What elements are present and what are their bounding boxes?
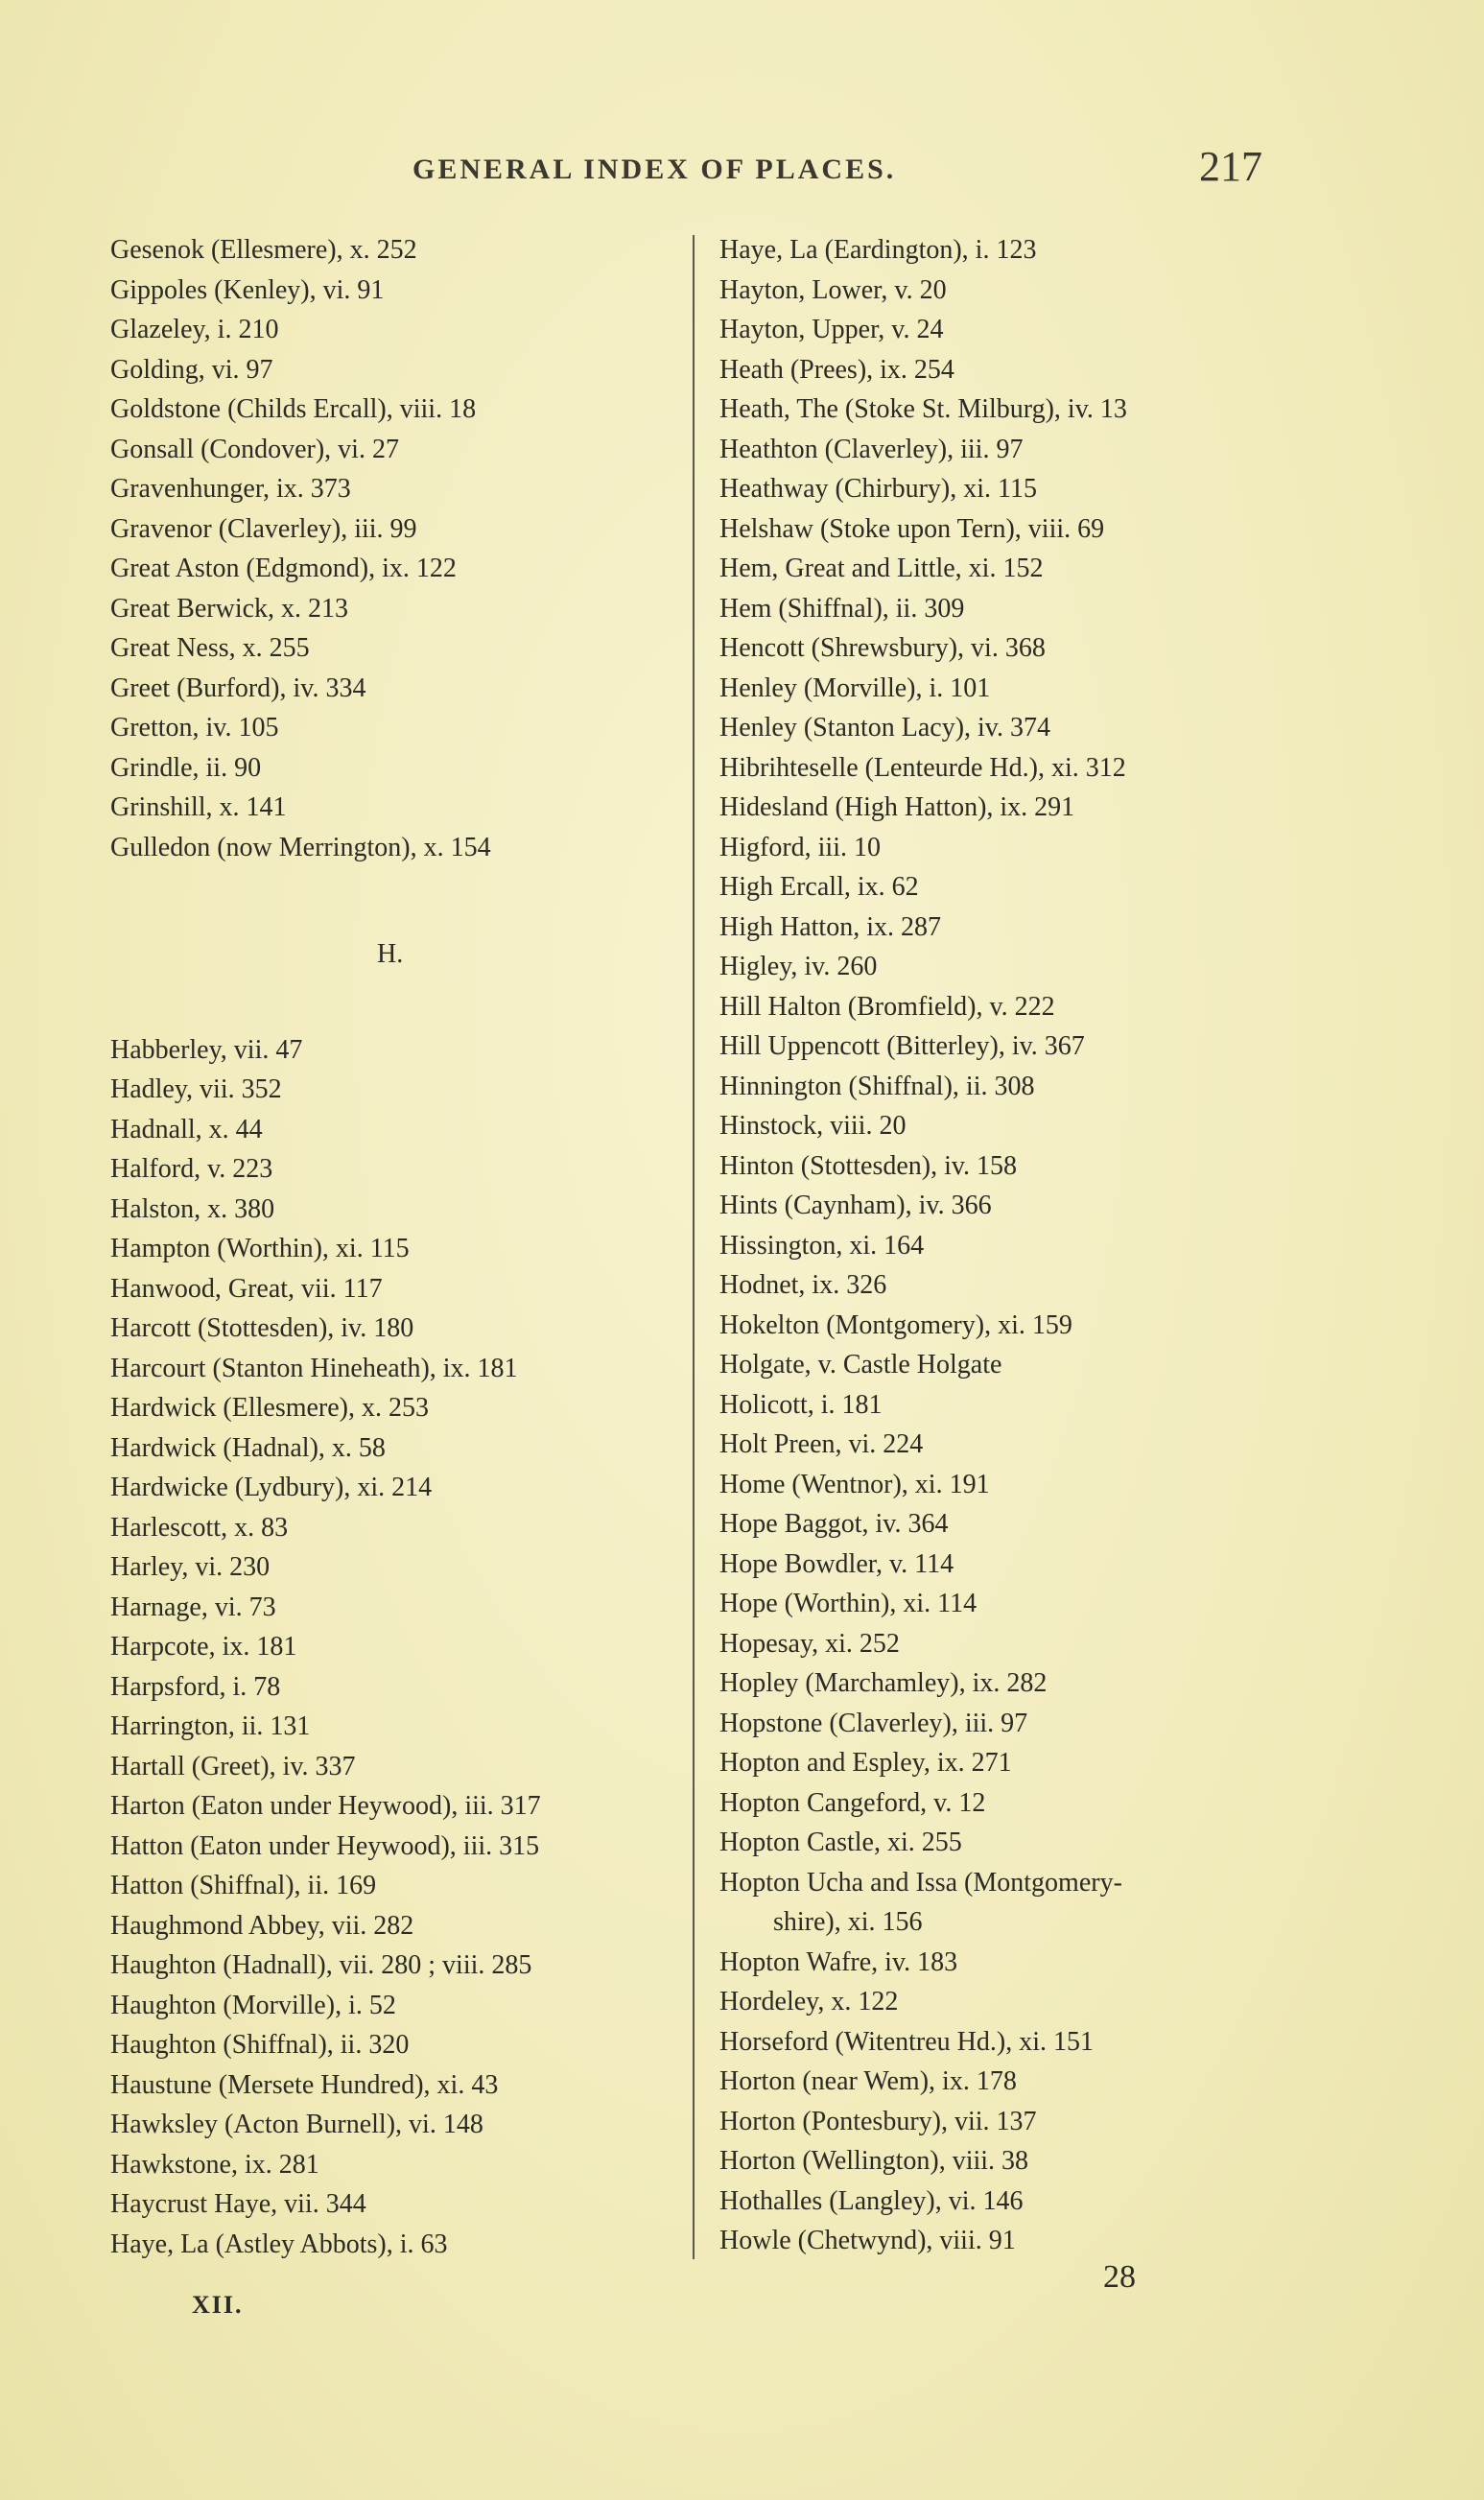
index-entry: Hopstone (Claverley), iii. 97 xyxy=(719,1708,1028,1738)
index-entry: Harnage, vi. 73 xyxy=(110,1592,276,1622)
index-entry: Hopton and Espley, ix. 271 xyxy=(719,1748,1012,1778)
index-entry: Hadnall, x. 44 xyxy=(110,1114,263,1144)
index-entry: Hatton (Shiffnal), ii. 169 xyxy=(110,1871,377,1900)
index-entry: Haughmond Abbey, vii. 282 xyxy=(110,1910,414,1941)
index-entry: Howle (Chetwynd), viii. 91 xyxy=(719,2226,1016,2255)
index-entry: Henley (Stanton Lacy), iv. 374 xyxy=(719,713,1050,743)
index-entry: Harpcote, ix. 181 xyxy=(110,1632,297,1662)
index-entry: Horton (Wellington), viii. 38 xyxy=(719,2146,1029,2176)
left-entries-g xyxy=(110,230,686,867)
sheet-number: 28 xyxy=(1103,2259,1136,2295)
index-entry: Horton (Pontesbury), vii. 137 xyxy=(719,2106,1037,2136)
index-entry: Haycrust Haye, vii. 344 xyxy=(110,2189,366,2219)
index-entry: Halford, v. 223 xyxy=(110,1154,273,1184)
index-entry: Hopesay, xi. 252 xyxy=(719,1628,900,1659)
index-entry: Hardwick (Ellesmere), x. 253 xyxy=(110,1393,429,1423)
index-entry: Gippoles (Kenley), vi. 91 xyxy=(110,274,385,305)
volume-signature: XII. xyxy=(192,2291,244,2319)
index-entry: Horton (near Wem), ix. 178 xyxy=(719,2066,1017,2096)
index-entry: Hopton Wafre, iv. 183 xyxy=(719,1946,958,1977)
index-entry: Hanwood, Great, vii. 117 xyxy=(110,1273,383,1304)
index-entry: Goldstone (Childs Ercall), viii. 18 xyxy=(110,394,477,424)
index-entry: Hawkstone, ix. 281 xyxy=(110,2149,319,2180)
index-entry: Gonsall (Condover), vi. 27 xyxy=(110,434,399,464)
index-entry: Hodnet, ix. 326 xyxy=(719,1270,887,1300)
right-column xyxy=(719,230,1285,2261)
index-entry: Haughton (Shiffnal), ii. 320 xyxy=(110,2030,410,2060)
index-entry: Harton (Eaton under Heywood), iii. 317 xyxy=(110,1791,541,1821)
index-entry: Great Berwick, x. 213 xyxy=(110,593,349,624)
index-entry: Hatton (Eaton under Heywood), iii. 315 xyxy=(110,1830,540,1861)
index-entry: Habberley, vii. 47 xyxy=(110,1034,303,1065)
index-entry: High Ercall, ix. 62 xyxy=(719,872,919,902)
index-entry: Great Ness, x. 255 xyxy=(110,633,310,663)
index-entry: Haustune (Mersete Hundred), xi. 43 xyxy=(110,2069,499,2100)
index-entry: Halston, x. 380 xyxy=(110,1193,275,1224)
index-entry: Hope Bowdler, v. 114 xyxy=(719,1548,954,1579)
index-entry: Hints (Caynham), iv. 366 xyxy=(719,1191,992,1220)
index-entry: Home (Wentnor), xi. 191 xyxy=(719,1469,990,1499)
index-entry: Holgate, v. Castle Holgate xyxy=(719,1350,1002,1380)
index-entry: Hibrihteselle (Lenteurde Hd.), xi. 312 xyxy=(719,752,1126,783)
index-entry: Hill Uppencott (Bitterley), iv. 367 xyxy=(719,1031,1085,1061)
index-entry: Hawksley (Acton Burnell), vi. 148 xyxy=(110,2110,483,2139)
column-divider xyxy=(693,235,695,2259)
index-entry-continuation: shire), xi. 156 xyxy=(773,1907,923,1937)
right-entries-after xyxy=(719,1943,1285,2261)
index-entry: Gravenor (Claverley), iii. 99 xyxy=(110,513,417,544)
index-entry: Hothalles (Langley), vi. 146 xyxy=(719,2185,1024,2216)
index-entry: Hordeley, x. 122 xyxy=(719,1987,899,2017)
index-entry: Haye, La (Astley Abbots), i. 63 xyxy=(110,2229,448,2259)
index-entry: Hayton, Upper, v. 24 xyxy=(719,315,944,344)
index-entry: Hardwick (Hadnal), x. 58 xyxy=(110,1432,386,1463)
index-entry: Harrington, ii. 131 xyxy=(110,1711,311,1741)
index-entry: Heath, The (Stoke St. Milburg), iv. 13 xyxy=(719,394,1127,424)
index-entry: Hem (Shiffnal), ii. 309 xyxy=(719,593,965,624)
index-entry: Harcott (Stottesden), iv. 180 xyxy=(110,1313,414,1343)
index-entry: Haughton (Hadnall), vii. 280 ; viii. 285 xyxy=(110,1950,532,1980)
index-entry: Henley (Morville), i. 101 xyxy=(719,672,991,703)
index-entry: Helshaw (Stoke upon Tern), viii. 69 xyxy=(719,513,1105,544)
index-entry: Hill Halton (Bromfield), v. 222 xyxy=(719,991,1055,1022)
index-entry: Hopley (Marchamley), ix. 282 xyxy=(719,1668,1048,1698)
index-entry: Hinstock, viii. 20 xyxy=(719,1111,907,1141)
index-entry: Gesenok (Ellesmere), x. 252 xyxy=(110,235,417,265)
left-entries-h xyxy=(110,1030,686,2265)
index-entry: Harlescott, x. 83 xyxy=(110,1512,289,1543)
index-entry: Haughton (Morville), i. 52 xyxy=(110,1990,396,2020)
index-entry: Horseford (Witentreu Hd.), xi. 151 xyxy=(719,2026,1094,2057)
running-title: GENERAL INDEX OF PLACES. xyxy=(412,153,897,185)
index-entry: Glazeley, i. 210 xyxy=(110,315,279,344)
index-entry: Hope Baggot, iv. 364 xyxy=(719,1509,949,1539)
index-entry: Gravenhunger, ix. 373 xyxy=(110,474,351,504)
index-entry: Holt Preen, vi. 224 xyxy=(719,1429,924,1459)
index-entry: Heathton (Claverley), iii. 97 xyxy=(719,434,1024,464)
index-entry: Hopton Castle, xi. 255 xyxy=(719,1828,962,1857)
index-entry: Higford, iii. 10 xyxy=(719,832,881,862)
index-entry: Hampton (Worthin), xi. 115 xyxy=(110,1234,410,1263)
index-entry: Hinton (Stottesden), iv. 158 xyxy=(719,1150,1018,1181)
index-entry: Holicott, i. 181 xyxy=(719,1389,883,1420)
index-entry: Hencott (Shrewsbury), vi. 368 xyxy=(719,633,1046,663)
index-entry: Great Aston (Edgmond), ix. 122 xyxy=(110,554,457,583)
index-entry: Heath (Prees), ix. 254 xyxy=(719,354,954,385)
index-entry: Hissington, xi. 164 xyxy=(719,1230,925,1261)
index-entry: Greet (Burford), iv. 334 xyxy=(110,672,366,703)
left-column xyxy=(110,230,686,2264)
index-entry: Hidesland (High Hatton), ix. 291 xyxy=(719,792,1075,822)
index-entry: Higley, iv. 260 xyxy=(719,952,878,981)
index-entry: Gulledon (now Merrington), x. 154 xyxy=(110,832,491,862)
index-entry: Haye, La (Eardington), i. 123 xyxy=(719,235,1037,265)
index-entry: Harcourt (Stanton Hineheath), ix. 181 xyxy=(110,1353,518,1383)
index-entry: Hardwicke (Lydbury), xi. 214 xyxy=(110,1473,433,1502)
index-entry: Hadley, vii. 352 xyxy=(110,1074,282,1104)
page-number: 217 xyxy=(1199,143,1262,190)
index-entry: Grinshill, x. 141 xyxy=(110,792,287,822)
index-entry: High Hatton, ix. 287 xyxy=(719,911,941,942)
section-letter-h: H. xyxy=(377,939,404,969)
index-entry: Hinnington (Shiffnal), ii. 308 xyxy=(719,1071,1035,1101)
index-entry: Hope (Worthin), xi. 114 xyxy=(719,1589,978,1618)
index-entry: Hokelton (Montgomery), xi. 159 xyxy=(719,1309,1072,1340)
index-entry: Golding, vi. 97 xyxy=(110,354,273,385)
index-entry: Hem, Great and Little, xi. 152 xyxy=(719,554,1044,583)
index-entry: Harley, vi. 230 xyxy=(110,1552,271,1582)
index-entry: Grindle, ii. 90 xyxy=(110,752,262,783)
index-entry: Harpsford, i. 78 xyxy=(110,1671,281,1702)
index-entry: Hopton Ucha and Issa (Montgomery- xyxy=(719,1867,1122,1898)
index-entry: Hayton, Lower, v. 20 xyxy=(719,274,947,305)
index-entry: Gretton, iv. 105 xyxy=(110,713,279,743)
right-entries xyxy=(719,230,1285,1902)
index-entry: Hartall (Greet), iv. 337 xyxy=(110,1751,356,1781)
index-entry: Heathway (Chirbury), xi. 115 xyxy=(719,474,1037,504)
index-entry: Hopton Cangeford, v. 12 xyxy=(719,1787,986,1818)
